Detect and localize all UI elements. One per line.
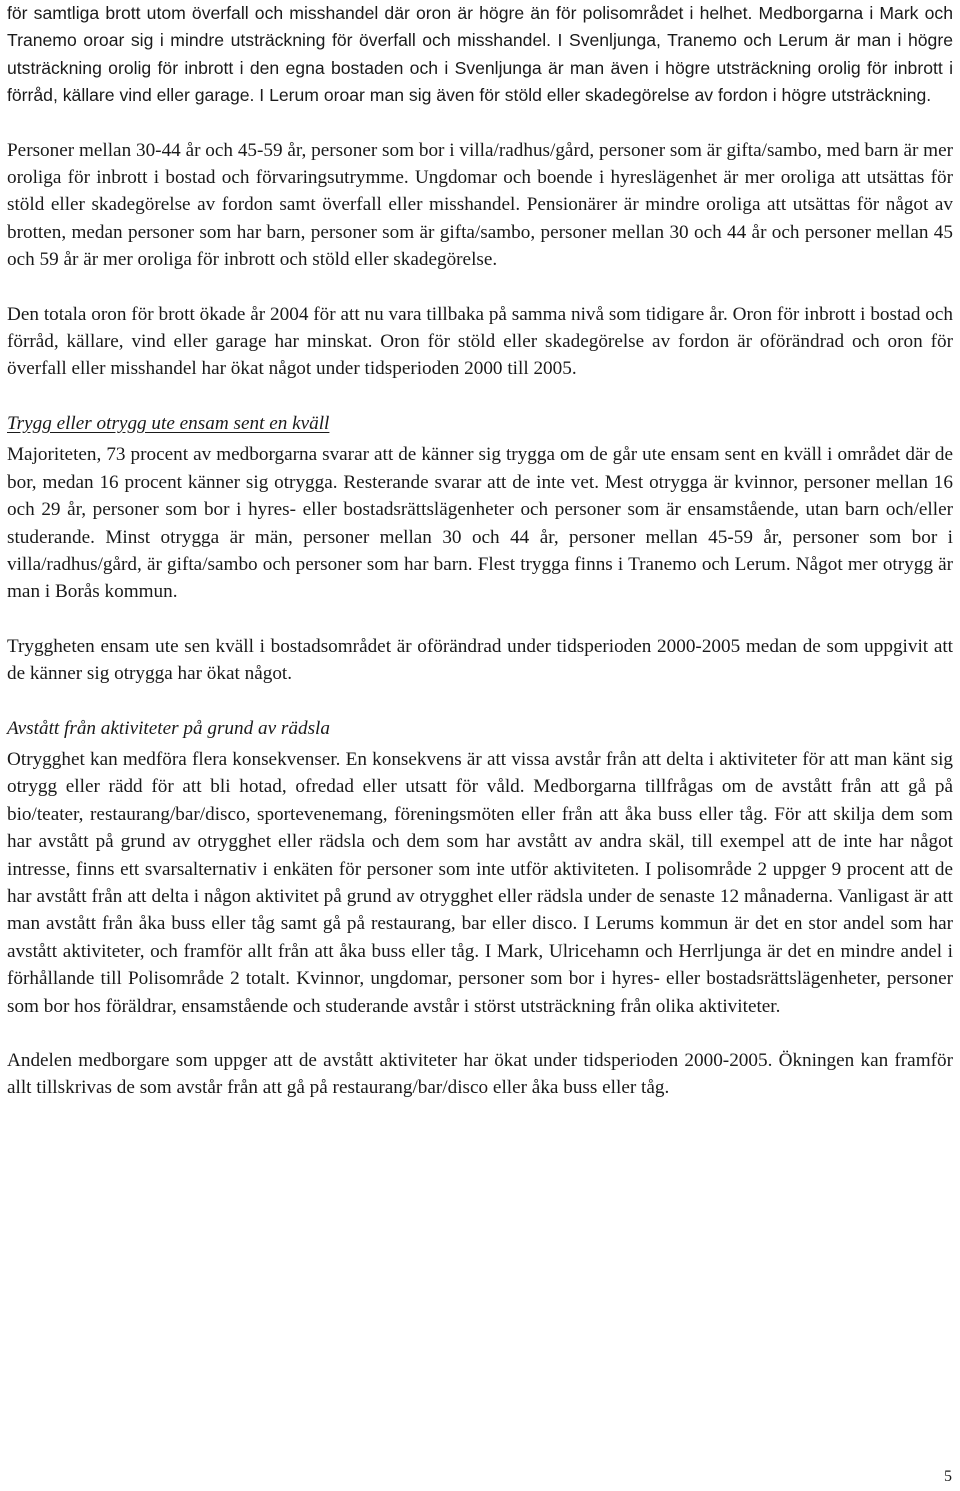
- paragraph-spacer: [7, 110, 953, 137]
- paragraph-worry-by-group: Personer mellan 30-44 år och 45-59 år, personer som bor i villa/radhus/gård, personer som är gifta/sambo, med barn är mer oroliga för inbrott i bostad och förvaringsutrymme. Ungdomar och boende i hyreslägenhet är mer oroliga att utsättas för stöld eller skadegörelse av fordon samt överfall eller misshandel. Pensionärer är mindre oroliga att utsättas för något av brotten, medan personer som har barn, personer som är gifta/sambo, personer mellan 30 och 44 år och personer mellan 45 och 59 år är mer oroliga för inbrott och stöld eller skadegörelse.: [7, 139, 953, 271]
- paragraph-safety-trend: Tryggheten ensam ute sen kväll i bostadsområdet är oförändrad under tidsperioden 2000-2005 medan de som uppgivit att de känner sig otrygga har ökat något.: [7, 635, 953, 685]
- document-page: [7, 0, 953, 1102]
- paragraph-avoided-trend: Andelen medborgare som uppger att de avstått aktiviteter har ökat under tidsperioden 2000-2005. Ökningen kan framför allt tillskrivas de som avstår från att gå på restaurang/bar/disco eller åka buss eller tåg.: [7, 1050, 953, 1099]
- paragraph-spacer: [7, 688, 953, 715]
- paragraph-spacer: [7, 274, 953, 301]
- paragraph-safety-majority: Majoriteten, 73 procent av medborgarna svarar att de känner sig trygga om de går ute ensam sent en kväll i området där de bor, medan 16 procent känner sig otrygga. Resterande svarar att de inte vet. Mest otrygga är kvinnor, personer mellan 16 och 29 år, personer som bor i hyres- eller bostadsrättslägenheter och personer som är ensamstående, utan barn och/eller studerande. Minst otrygga är män, personer mellan 30 och 44 år, personer mellan 45-59 år, personer som bor i villa/radhus/gård, är gifta/sambo och personer som har barn. Flest trygga finns i Tranemo och Lerum. Något mer otrygg är man i Borås kommun.: [7, 444, 953, 603]
- paragraph-worry-by-municipality: för samtliga brott utom överfall och misshandel där oron är högre än för polisområdet i helhet. Medborgarna i Mark och Tranemo oroar sig i mindre utsträckning för överfall och misshandel. I Svenljunga, Tranemo och Lerum är man i högre utsträckning orolig för inbrott i den egna bostaden och i Svenljunga är man även i högre utsträckning orolig för inbrott i förråd, källare vind eller garage. I Lerum oroar man sig även för stöld eller skadegörelse av fordon i högre utsträckning.: [7, 3, 953, 106]
- paragraph-avoided-activities: Otrygghet kan medföra flera konsekvenser. En konsekvens är att vissa avstår från att delta i aktiviteter för att man känt sig otrygg eller rädd för att bli hotad, ofredad eller utsatt för våld. Medborgarna tillfrågas om de avstått från att gå på bio/teater, restaurang/bar/disco, sportevenemang, föreningsmöten eller från att åka buss eller tåg. För att skilja dem som har avstått på grund av otrygghet eller rädsla och dem som har avstått av andra skäl, till exempel att de inte har något intresse, finns ett svarsalternativ i enkäten för personer som inte utför aktiviteten. I polisområde 2 uppger 9 procent att de har avstått från att delta i någon aktivitet på grund av otrygghet eller rädsla under de senaste 12 månaderna. Vanligast är att man avstått från åka buss eller tåg samt gå på restaurang, bar eller disco. I Lerums kommun är det en stor andel som har avstått aktiviteter, och framför allt från att åka buss eller tåg. I Mark, Ulricehamn och Herrljunga är det en mindre andel i förhållande till Polisområde 2 totalt. Kvinnor, ungdomar, personer som bor i hyres- eller bostadsrättslägenheter, personer som bor hos föräldrar, ensamstående och studerande avstår i störst utsträckning från olika aktiviteter.: [7, 748, 953, 1017]
- paragraph-spacer: [7, 606, 953, 633]
- paragraph-worry-trend: Den totala oron för brott ökade år 2004 för att nu vara tillbaka på samma nivå som tidigare år. Oron för inbrott i bostad och förråd, källare, vind eller garage har minskat. Oron för stöld eller skadegörelse av fordon är oförändrad och oron för överfall eller misshandel har ökat något under tidsperioden 2000 till 2005.: [7, 303, 953, 380]
- heading-avoided-activities: Avstått från aktiviteter på grund av rädsla: [7, 717, 330, 739]
- paragraph-spacer: [7, 1020, 953, 1047]
- page-number: 5: [944, 1468, 952, 1485]
- paragraph-spacer: [7, 383, 953, 410]
- heading-safe-unsafe-evening: Trygg eller otrygg ute ensam sent en kväll: [7, 412, 330, 434]
